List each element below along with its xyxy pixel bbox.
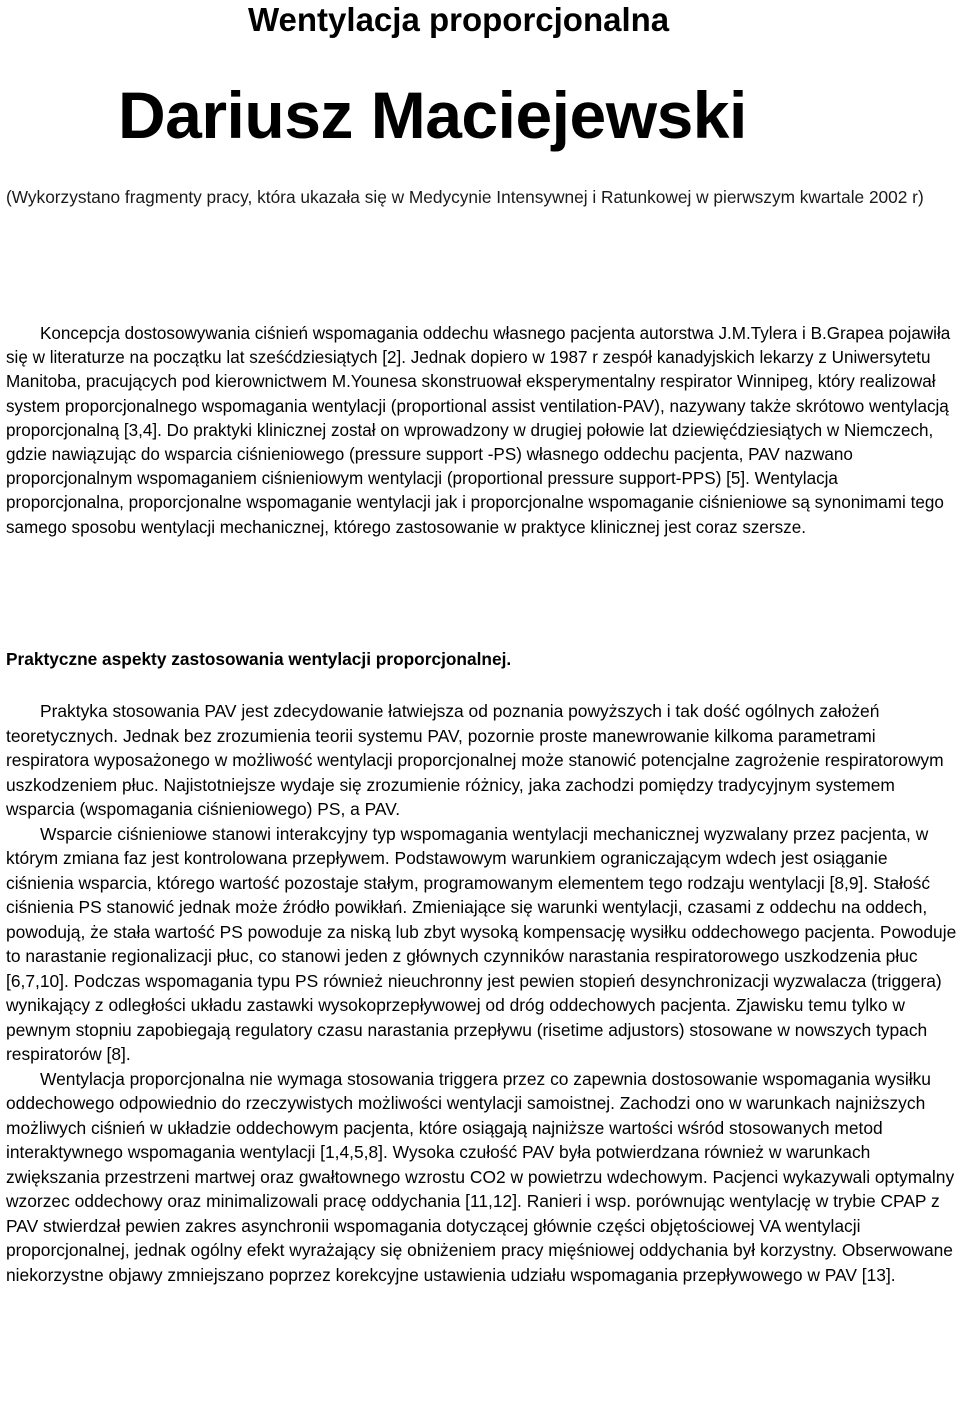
source-note: (Wykorzystano fragmenty pracy, która ukazała się w Medycynie Intensywnej i Ratunkowej w pierwszym kwartale 2002 r) — [6, 187, 924, 207]
intro-section — [6, 322, 956, 540]
author-name: Dariusz Maciejewski — [118, 78, 747, 152]
body-paragraph: Wsparcie ciśnieniowe stanowi interakcyjny typ wspomagania wentylacji mechanicznej wyzwalany przez pacjenta, w którym zmiana faz jest kontrolowana przepływem. Podstawowym warunkiem ograniczającym wdech jest osiąganie ciśnienia wsparcia, którego wartość pozostaje stałym, programowanym elementem tego rodzaju wentylacji [8,9]. Stałość ciśnienia PS stanowić jednak może źródło powikłań. Zmieniające się warunki wentylacji, czasami z oddechu na oddech, powodują, że stała wartość PS powoduje za niską lub zbyt wysoką kompensację wysiłku oddechowego pacjenta. Powoduje to narastanie regionalizacji płuc, co stanowi jeden z głównych czynników narastania respiratorowego uszkodzenia płuc [6,7,10]. Podczas wspomagania typu PS również nieuchronny jest pewien stopień desynchronizacji wyzwalacza (triggera) wynikający z odległości układu zastawki wysokoprzepływowej od dróg oddechowych pacjenta. Zjawisku temu tylko w pewnym stopniu zapobiegają regulatory czasu narastania przepływu (risetime adjustors) stosowane w nowszych typach respiratorów [8]. — [6, 823, 957, 1064]
document-title: Wentylacja proporcjonalna — [248, 1, 670, 38]
section-body — [6, 699, 958, 1287]
section-heading: Praktyczne aspekty zastosowania wentylacji proporcjonalnej. — [6, 649, 512, 669]
body-paragraph: Wentylacja proporcjonalna nie wymaga stosowania triggera przez co zapewnia dostosowanie wspomagania wysiłku oddechowego odpowiednio do rzeczywistych możliwości wentylacji samoistnej. Zachodzi ono w warunkach najniższych możliwych ciśnień w układzie oddechowym pacjenta, które osiągają najniższe wartości wśród stosowanych metod interaktywnego wspomagania wentylacji [1,4,5,8]. Wysoka czułość PAV była potwierdzana również w warunkach zwiększania przestrzeni martwej oraz gwałtownego wzrostu CO2 w powietrzu wdechowym. Pacjenci wykazywali optymalny wzorzec oddechowy oraz minimalizowali pracę oddychania [11,12]. Ranieri i wsp. porównując wentylację w trybie CPAP z PAV stwierdzał pewien zakres asynchronii wspomagania dotyczącej głównie części objętościowej VA wentylacji proporcjonalnej, jednak ogólny efekt wyrażający się obniżeniem pracy mięśniowej oddychania był korzystny. Obserwowane niekorzystne objawy zmniejszano poprzez korekcyjne ustawienia udziału wspomagania przepływowego w PAV [13]. — [6, 1068, 955, 1285]
body-paragraph: Praktyka stosowania PAV jest zdecydowanie łatwiejsza od poznania powyższych i tak dość ogólnych założeń teoretycznych. Jednak bez zrozumienia teorii systemu PAV, pozornie proste manewrowanie kilkoma parametrami respiratora wyposażonego w możliwość wentylacji proporcjonalnej może stanowić potencjalne zagrożenie respiratorowym uszkodzeniem płuc. Najistotniejsze wydaje się zrozumienie różnicy, jaka zachodzi pomiędzy tradycyjnym systemem wsparcia (wspomagania ciśnieniowego) PS, a PAV. — [6, 701, 944, 819]
intro-paragraph: Koncepcja dostosowywania ciśnień wspomagania oddechu własnego pacjenta autorstwa J.M.Tylera i B.Grapea pojawiła się w literaturze na początku lat sześćdziesiątych [2]. Jednak dopiero w 1987 r zespół kanadyjskich lekarzy z Uniwersytetu Manitoba, pracujących pod kierownictwem M.Younesa skonstruował eksperymentalny respirator Winnipeg, który realizował system proporcjonalnego wspomagania wentylacji (proportional assist ventilation-PAV), nazywany także skrótowo wentylacją proporcjonalną [3,4]. Do praktyki klinicznej został on wprowadzony w drugiej połowie lat dziewięćdziesiątych w Niemczech, gdzie nawiązując do wsparcia ciśnieniowego (pressure support -PS) własnego oddechu pacjenta, PAV nazwano proporcjonalnym wspomaganiem ciśnieniowym wentylacji (proportional pressure support-PPS) [5]. Wentylacja proporcjonalna, proporcjonalne wspomaganie wentylacji jak i proporcjonalne wspomaganie ciśnieniowe są synonimami tego samego sposobu wentylacji mechanicznej, którego zastosowanie w praktyce klinicznej jest coraz szersze. — [6, 324, 951, 537]
